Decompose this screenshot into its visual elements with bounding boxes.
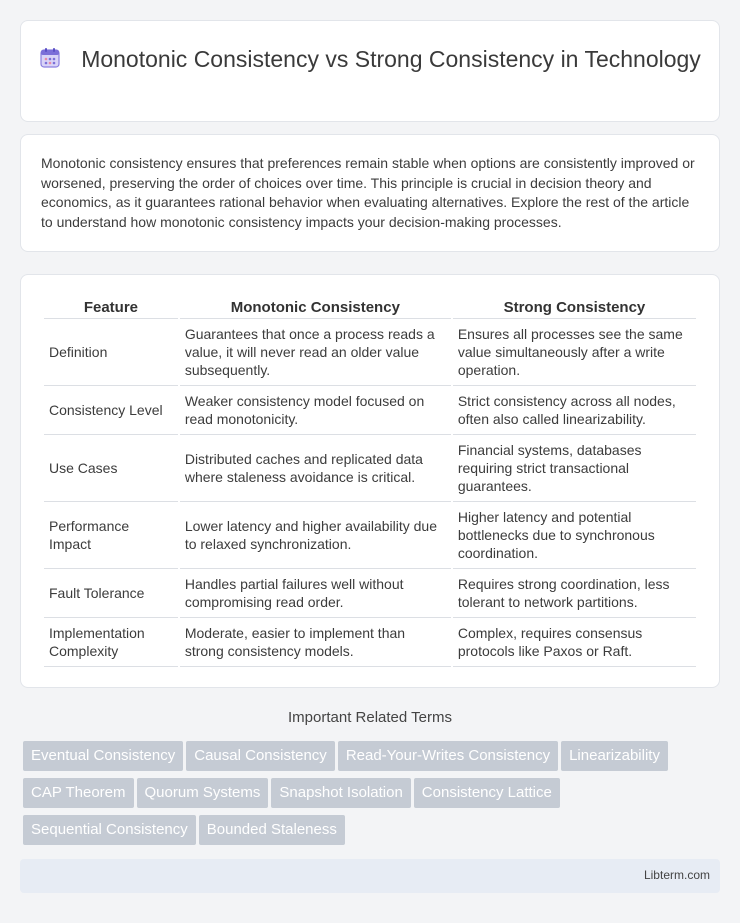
feature-cell: Definition	[44, 319, 178, 386]
strong-cell: Complex, requires consensus protocols like Paxos or Raft.	[453, 618, 696, 667]
monotonic-cell: Distributed caches and replicated data where staleness avoidance is critical.	[180, 435, 451, 502]
related-term-tag[interactable]: Bounded Staleness	[199, 815, 345, 845]
monotonic-cell: Guarantees that once a process reads a value, it will never read an older value subsequently.	[180, 319, 451, 386]
related-term-tag[interactable]: Read-Your-Writes Consistency	[338, 741, 558, 771]
related-term-tag[interactable]: Sequential Consistency	[23, 815, 196, 845]
monotonic-cell: Lower latency and higher availability due to relaxed synchronization.	[180, 502, 451, 569]
related-term-tag[interactable]: Consistency Lattice	[414, 778, 560, 808]
feature-cell: Fault Tolerance	[44, 569, 178, 618]
calendar-icon	[39, 47, 61, 69]
footer-bar	[20, 859, 720, 893]
related-terms-list	[23, 741, 723, 852]
intro-paragraph: Monotonic consistency ensures that preferences remain stable when options are consistently improved or worsened, preserving the order of choices over time. This principle is crucial in decision theory and economics, as it guarantees rational behavior when evaluating alternatives. Explore the rest of the article to understand how monotonic consistency impacts your decision-making processes.	[41, 155, 695, 230]
comparison-table	[42, 297, 698, 667]
table-row	[44, 319, 696, 386]
strong-cell: Strict consistency across all nodes, often also called linearizability.	[453, 386, 696, 435]
header-strong: Strong Consistency	[453, 297, 696, 319]
strong-cell: Higher latency and potential bottlenecks due to synchronous coordination.	[453, 502, 696, 569]
page-title-text: Monotonic Consistency vs Strong Consistency in Technology	[81, 46, 701, 72]
footer-site-link[interactable]: Libterm.com	[643, 868, 710, 882]
related-terms-heading: Important Related Terms	[288, 709, 452, 726]
feature-cell: Consistency Level	[44, 386, 178, 435]
table-row	[44, 435, 696, 502]
comparison-card	[20, 274, 720, 688]
table-row	[44, 386, 696, 435]
monotonic-cell: Handles partial failures well without compromising read order.	[180, 569, 451, 618]
related-term-tag[interactable]: Quorum Systems	[137, 778, 269, 808]
table-row	[44, 618, 696, 667]
intro-card	[20, 134, 720, 252]
page-title	[21, 45, 719, 74]
strong-cell: Financial systems, databases requiring strict transactional guarantees.	[453, 435, 696, 502]
feature-cell: Performance Impact	[44, 502, 178, 569]
related-term-tag[interactable]: Linearizability	[561, 741, 668, 771]
table-header-row	[44, 297, 696, 319]
related-term-tag[interactable]: Eventual Consistency	[23, 741, 183, 771]
monotonic-cell: Moderate, easier to implement than strong consistency models.	[180, 618, 451, 667]
related-term-tag[interactable]: CAP Theorem	[23, 778, 134, 808]
strong-cell: Ensures all processes see the same value simultaneously after a write operation.	[453, 319, 696, 386]
monotonic-cell: Weaker consistency model focused on read monotonicity.	[180, 386, 451, 435]
title-card	[20, 20, 720, 122]
strong-cell: Requires strong coordination, less tolerant to network partitions.	[453, 569, 696, 618]
related-term-tag[interactable]: Snapshot Isolation	[271, 778, 410, 808]
table-row	[44, 502, 696, 569]
feature-cell: Use Cases	[44, 435, 178, 502]
table-row	[44, 569, 696, 618]
header-feature: Feature	[44, 297, 178, 319]
header-monotonic: Monotonic Consistency	[180, 297, 451, 319]
feature-cell: Implementation Complexity	[44, 618, 178, 667]
related-term-tag[interactable]: Causal Consistency	[186, 741, 335, 771]
